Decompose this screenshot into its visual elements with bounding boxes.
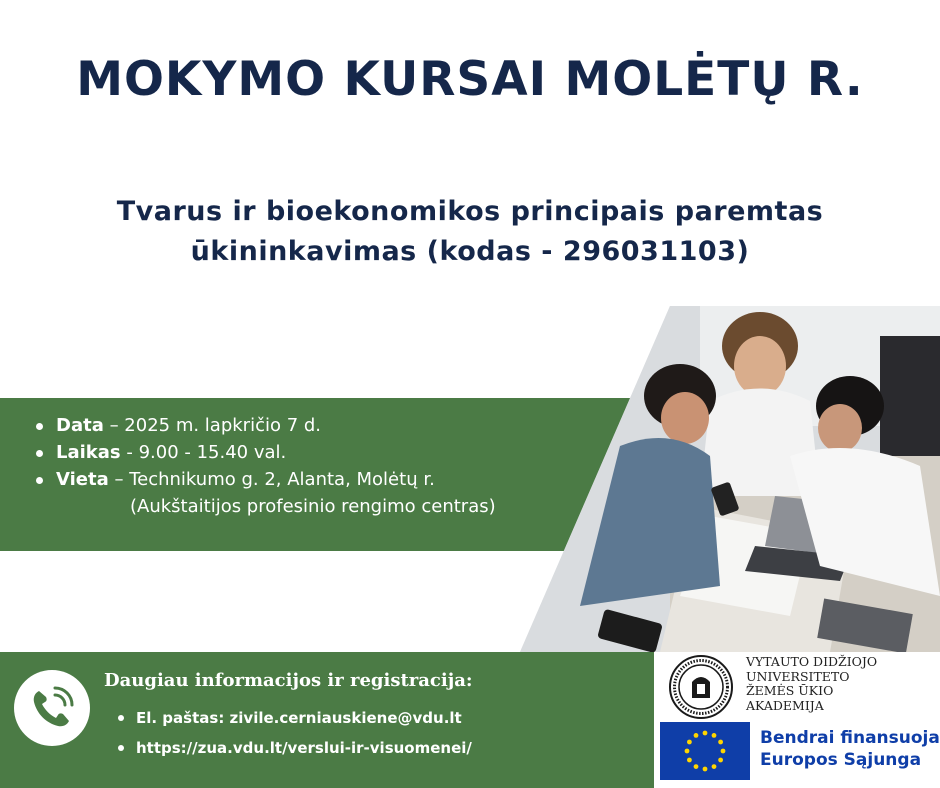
date-value: – 2025 m. lapkričio 7 d. <box>103 415 322 436</box>
time-value: - 9.00 - 15.40 val. <box>120 442 287 463</box>
course-subtitle <box>40 192 900 272</box>
contact-email[interactable]: El. paštas: zivile.cerniauskiene@vdu.lt <box>118 706 472 736</box>
detail-place-extra <box>34 493 594 520</box>
eu-cofunded-text <box>760 727 940 771</box>
contact-list <box>118 706 472 766</box>
phone-badge <box>14 670 90 746</box>
vdu-logo-text <box>746 655 877 713</box>
detail-place <box>34 466 594 493</box>
contact-heading: Daugiau informacijos ir registracija: <box>104 670 473 691</box>
place-label: Vieta <box>56 469 109 490</box>
eu-flag-icon <box>660 722 750 780</box>
vdu-line-2: UNIVERSITETO <box>746 668 850 684</box>
vdu-line-3: ŽEMĖS ŪKIO <box>746 683 834 698</box>
university-seal-icon <box>668 654 734 720</box>
page-title: MOKYMO KURSAI MOLĖTŲ R. <box>76 52 864 107</box>
detail-date <box>34 412 594 439</box>
eu-stars <box>660 722 750 780</box>
detail-time <box>34 439 594 466</box>
time-label: Laikas <box>56 442 121 463</box>
place-value: – Technikumo g. 2, Alanta, Molėtų r. <box>108 469 435 490</box>
vdu-line-1: VYTAUTO DIDŽIOJO <box>746 654 878 669</box>
eu-line-1: Bendrai finansuoja <box>760 728 940 748</box>
vdu-line-4: AKADEMIJA <box>746 697 824 713</box>
course-details-list <box>34 412 594 520</box>
contact-url[interactable]: https://zua.vdu.lt/verslui-ir-visuomenei/ <box>118 736 472 766</box>
place-extra: (Aukštaitijos profesinio rengimo centras) <box>130 496 496 517</box>
subtitle-line-2: ūkininkavimas (kodas - 296031103) <box>190 236 750 267</box>
subtitle-line-1: Tvarus ir bioekonomikos principais paremtas <box>116 196 824 227</box>
eu-line-2: Europos Sąjunga <box>760 750 922 770</box>
date-label: Data <box>56 415 104 436</box>
phone-icon <box>25 681 79 735</box>
